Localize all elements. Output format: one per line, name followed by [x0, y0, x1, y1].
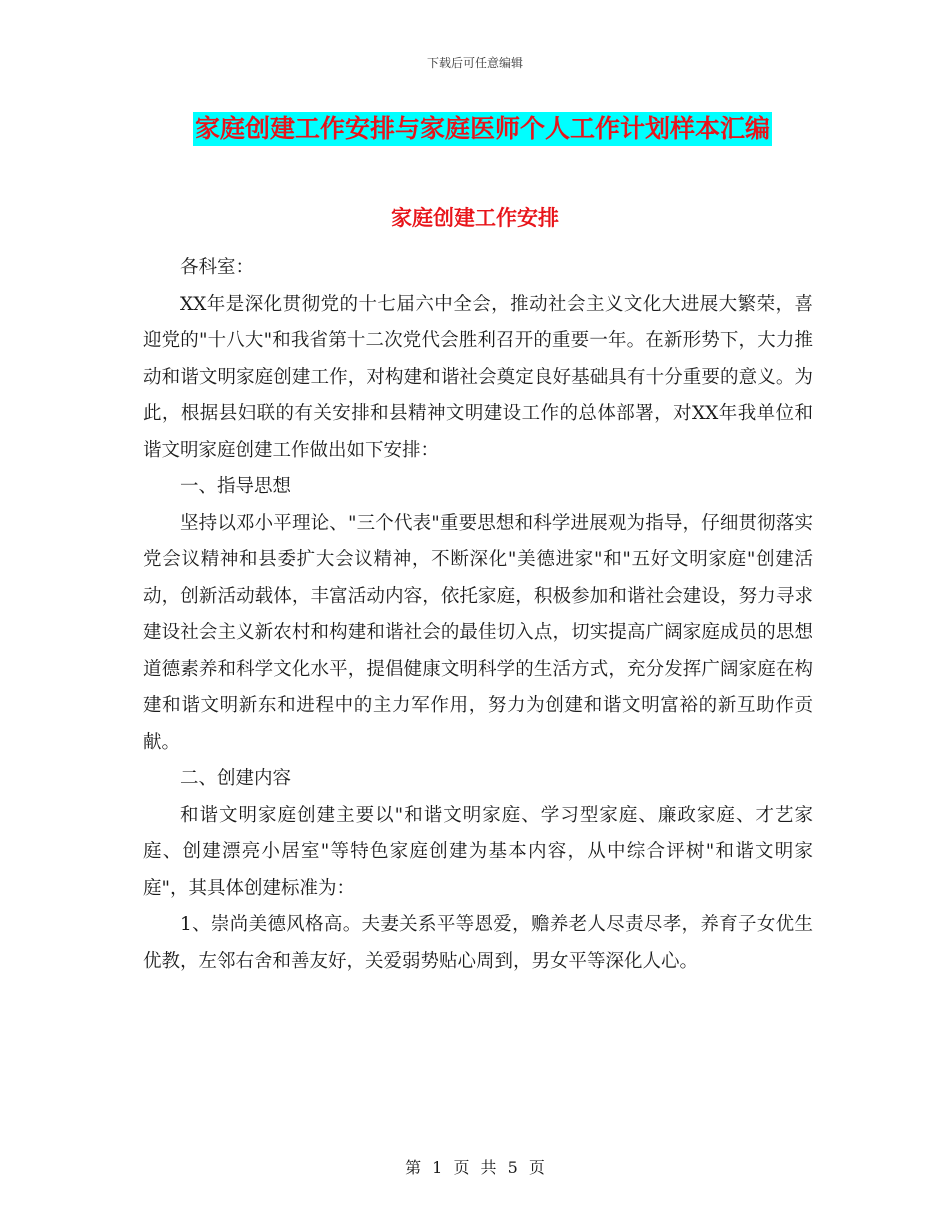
- document-title: 家庭创建工作安排与家庭医师个人工作计划样本汇编: [193, 112, 772, 146]
- heading-guiding-ideology: 一、指导思想: [180, 476, 292, 497]
- page-number: 第 1 页 共 5 页: [405, 1158, 545, 1177]
- heading-creation-content: 二、创建内容: [180, 768, 292, 789]
- paragraph-intro: XX年是深化贯彻党的十七届六中全会，推动社会主义文化大进展大繁荣，喜迎党的"十八大"和我省第十二次党代会胜利召开的重要一年。在新形势下，大力推动和谐文明家庭创建工作，对构建和谐社会奠定良好基础具有十分重要的意义。为此，根据县妇联的有关安排和县精神文明建设工作的总体部署，对XX年我单位和谐文明家庭创建工作做出如下安排：: [143, 293, 813, 461]
- paragraph-standard-1: 1、崇尚美德风格高。夫妻关系平等恩爱，赡养老人尽责尽孝，养育子女优生优教，左邻右舍和善友好，关爱弱势贴心周到，男女平等深化人心。: [143, 914, 813, 972]
- section-title: 家庭创建工作安排: [391, 205, 559, 230]
- paragraph-guiding-ideology: 坚持以邓小平理论、"三个代表"重要思想和科学进展观为指导，仔细贯彻落实党会议精神和县委扩大会议精神，不断深化"美德进家"和"五好文明家庭"创建活动，创新活动载体，丰富活动内容，依托家庭，积极参加和谐社会建设，努力寻求建设社会主义新农村和构建和谐社会的最佳切入点，切实提高广阔家庭成员的思想道德素养和科学文化水平，提倡健康文明科学的生活方式，充分发挥广阔家庭在构建和谐文明新东和进程中的主力军作用，努力为创建和谐文明富裕的新互助作贡献。: [143, 512, 813, 753]
- document-body: [143, 250, 813, 980]
- salutation: 各科室：: [180, 257, 255, 278]
- header-note: 下载后可任意编辑: [426, 56, 523, 70]
- paragraph-creation-content: 和谐文明家庭创建主要以"和谐文明家庭、学习型家庭、廉政家庭、才艺家庭、创建漂亮小居室"等特色家庭创建为基本内容，从中综合评树"和谐文明家庭"，其具体创建标准为：: [143, 804, 813, 899]
